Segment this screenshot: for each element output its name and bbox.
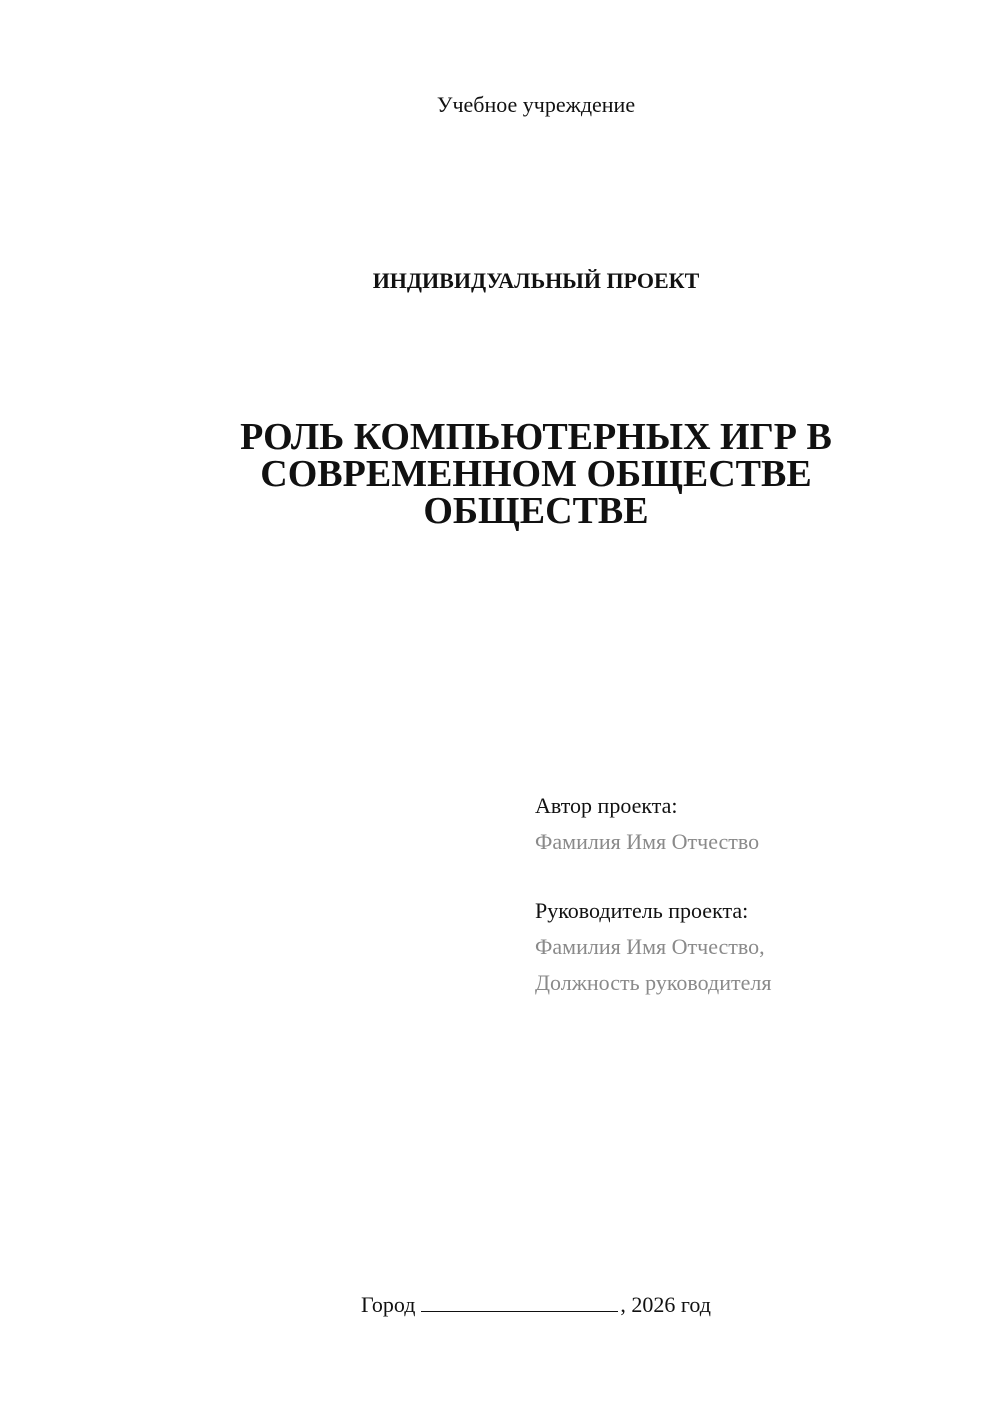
author-label: Автор проекта: — [535, 793, 678, 818]
project-title-line-1: РОЛЬ КОМПЬЮТЕРНЫХ ИГР В — [240, 416, 832, 458]
document-type-heading: ИНДИВИДУАЛЬНЫЙ ПРОЕКТ — [372, 268, 700, 293]
author-block — [535, 788, 975, 860]
supervisor-block — [535, 893, 975, 1001]
city-label: Город — [361, 1292, 416, 1317]
supervisor-name: Фамилия Имя Отчество, — [535, 934, 765, 959]
institution-name: Учебное учреждение — [436, 92, 636, 117]
project-title-line-2: СОВРЕМЕННОМ ОБЩЕСТВЕ — [260, 453, 812, 495]
author-name: Фамилия Имя Отчество — [535, 829, 760, 854]
year-text: , 2026 год — [620, 1292, 711, 1317]
supervisor-position: Должность руководителя — [535, 970, 772, 995]
project-title — [70, 416, 1000, 532]
project-title-line-3: ОБЩЕСТВЕ — [423, 490, 649, 532]
supervisor-label: Руководитель проекта: — [535, 898, 749, 923]
city-blank-line — [421, 1293, 618, 1312]
footer-city-year — [70, 1290, 1000, 1320]
